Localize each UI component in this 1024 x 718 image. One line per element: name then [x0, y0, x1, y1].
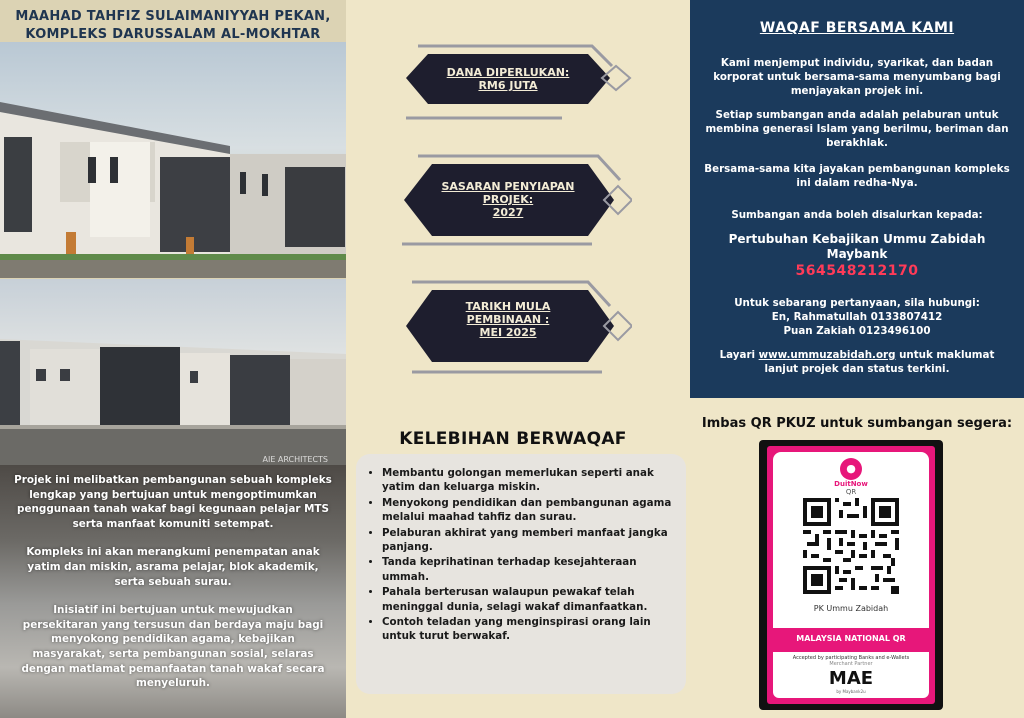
- waqaf-channel: Sumbangan anda boleh disalurkan kepada:: [731, 209, 983, 221]
- qr-card: [759, 440, 943, 710]
- building-illustration-2: [0, 279, 346, 465]
- waqaf-panel: [690, 0, 1024, 398]
- badge-start: [392, 276, 632, 372]
- badge-target-label: SASARAN PENYIAPAN: [441, 180, 575, 193]
- organization-name: Pertubuhan Kebajikan Ummu Zabidah: [728, 232, 986, 246]
- qr-accepted-text: [773, 652, 929, 667]
- account-number: 564548212170: [795, 263, 919, 279]
- waqaf-title: WAQAF BERSAMA KAMI: [759, 20, 955, 36]
- badge-funding: [392, 40, 632, 136]
- website-suffix: untuk maklumat lanjut projek dan status terkini.: [764, 349, 995, 375]
- duitnow-logo-icon: ●: [840, 458, 862, 480]
- benefit-item: • Pelaburan akhirat yang memberi manfaat jangka panjang.: [382, 526, 678, 555]
- project-title-line2: KOMPLEKS DARUSSALAM AL-MOKHTAR: [25, 27, 321, 42]
- mae-logo-icon: MAE: [828, 668, 874, 689]
- building-photo-2: [0, 279, 346, 465]
- qr-national-label: MALAYSIA NATIONAL QR: [796, 634, 906, 643]
- mae-subtitle: by Maybank2u: [836, 689, 866, 694]
- waqaf-invitation: Kami menjemput individu, syarikat, dan badan korporat untuk bersama-sama menyumbang bagi menjayakan projek ini.: [713, 57, 1001, 97]
- project-description-para2: Kompleks ini akan merangkumi penempatan anak yatim dan miskin, asrama pelajar, blok akademik, serta sebuah surau.: [26, 546, 320, 588]
- duitnow-brand-name: DuitNow: [834, 480, 868, 488]
- contact-title: Untuk sebarang pertanyaan, sila hubungi:: [734, 297, 980, 309]
- left-panel: [0, 0, 346, 718]
- waqaf-investment: Setiap sumbangan anda adalah pelaburan untuk membina generasi Islam yang berilmu, beriman dan berakhlak.: [705, 109, 1009, 149]
- building-illustration-1: [0, 42, 346, 278]
- badge-start-label: TARIKH MULA: [465, 300, 551, 313]
- architect-watermark: AIE ARCHITECTS: [262, 455, 328, 464]
- benefit-item: • Pahala berterusan walaupun pewakaf telah meninggal dunia, selagi wakaf dimanfaatkan.: [382, 585, 678, 614]
- project-description-para3: Inisiatif ini bertujuan untuk mewujudkan persekitaran yang tersusun dan berdaya maju bagi menyokong pendidikan agama, kebajikan masyarakat, serta pembangunan sosial, selaras dengan matlamat pemanfaatan tanah wakaf secara menyeluruh.: [21, 604, 325, 690]
- badge-start-value: MEI 2025: [479, 326, 537, 339]
- project-title-line1: MAAHAD TAHFIZ SULAIMANIYYAH PEKAN,: [15, 9, 331, 24]
- qr-heading: Imbas QR PKUZ untuk sumbangan segera:: [701, 416, 1013, 431]
- qr-accepted-line: Accepted by participating Banks and e-Wallets: [792, 655, 910, 661]
- contact-zakiah: Puan Zakiah 0123496100: [783, 325, 931, 337]
- website-prefix: Layari: [719, 349, 759, 361]
- badge-target-text: [428, 180, 588, 219]
- badge-funding-value: RM6 JUTA: [478, 79, 538, 92]
- benefit-item: • Contoh teladan yang menginspirasi orang lain untuk turut berwakaf.: [382, 615, 678, 644]
- benefits-title: KELEBIHAN BERWAQAF: [399, 429, 627, 449]
- qr-panel: [773, 452, 929, 628]
- benefit-item: • Membantu golongan memerlukan seperti anak yatim dan keluarga miskin.: [382, 466, 678, 495]
- qr-merchant-name: PK Ummu Zabidah: [813, 604, 889, 613]
- waqaf-together: Bersama-sama kita jayakan pembangunan kompleks ini dalam redha-Nya.: [704, 163, 1010, 189]
- duitnow-brand-qr: QR: [845, 488, 857, 496]
- badge-start-label2: PEMBINAAN :: [466, 313, 550, 326]
- bank-name: Maybank: [826, 247, 888, 261]
- website-note: [704, 348, 1010, 376]
- benefit-item: • Menyokong pendidikan dan pembangunan agama melalui maahad tahfiz dan surau.: [382, 496, 678, 525]
- project-title: [0, 8, 346, 44]
- building-photo-1: [0, 42, 346, 278]
- badge-funding-label: DANA DIPERLUKAN:: [446, 66, 570, 79]
- qr-merchant-line: Merchant Partner: [829, 661, 873, 667]
- qr-footer: [773, 652, 929, 698]
- duitnow-brand: [773, 480, 929, 496]
- badge-funding-text: [428, 66, 588, 92]
- badge-target: [392, 150, 632, 246]
- badge-target-label2: PROJEK:: [482, 193, 534, 206]
- benefits-list: [368, 466, 678, 645]
- contact-rahmatullah: En, Rahmatullah 0133807412: [771, 311, 943, 323]
- benefit-item: • Tanda keprihatinan terhadap kesejahteraan ummah.: [382, 555, 678, 584]
- project-description-para1: Projek ini melibatkan pembangunan sebuah kompleks lengkap yang bertujuan untuk mengoptimumkan penggunaan tanah wakaf bagi kegunaan pelajar MTS serta manfaat komuniti setempat.: [14, 474, 332, 530]
- qr-frame: [767, 446, 935, 704]
- badge-start-text: [428, 300, 588, 339]
- qr-code[interactable]: [803, 498, 899, 594]
- website-link[interactable]: www.ummuzabidah.org: [758, 349, 896, 361]
- badge-target-value: 2027: [492, 206, 524, 219]
